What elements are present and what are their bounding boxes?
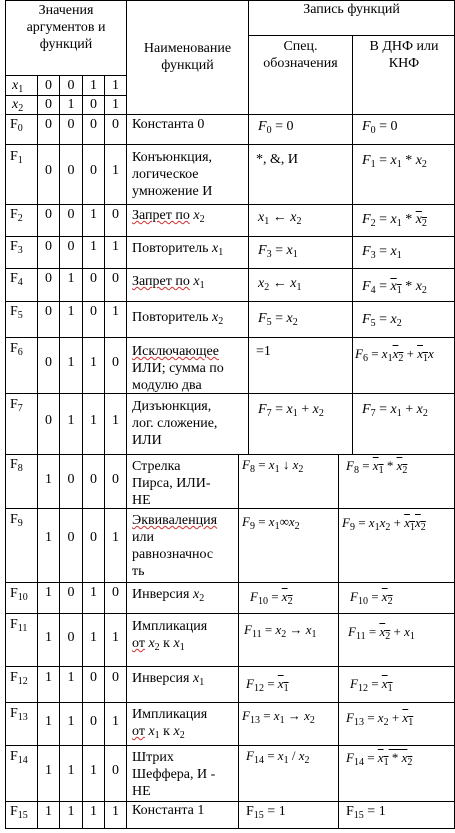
truth-bit: 1 — [90, 630, 97, 645]
truth-bit: 0 — [90, 472, 97, 487]
function-label-f5: $F_5$ — [10, 304, 23, 321]
truth-bit: 1 — [67, 271, 75, 286]
table-border-left — [5, 0, 6, 829]
truth-bit: 0 — [67, 117, 75, 132]
truth-bit: 1 — [45, 804, 52, 819]
x2-label: $x_2$ — [12, 97, 24, 114]
dnf-f2: $F_2 = x_1 * x_2$ — [362, 212, 427, 229]
spec-f9: $F_9 = x_1\infty x_2$ — [242, 514, 300, 532]
name-f7: Дизъюнкция, лог. сложение, ИЛИ — [132, 399, 218, 448]
truth-bit: 0 — [112, 763, 119, 778]
truth-bit: 0 — [45, 355, 52, 370]
truth-bit: 0 — [67, 163, 75, 178]
col-line — [126, 0, 127, 829]
function-label-f7: $F_7$ — [10, 397, 23, 414]
col-line — [248, 0, 249, 454]
truth-bit: 1 — [45, 714, 52, 729]
x2-value: 1 — [112, 97, 119, 112]
dnf-f7: $F_7 = x_1 + x_2$ — [362, 402, 428, 419]
table-border-top — [5, 0, 455, 1]
header-arg-values: Значения аргументов и функций — [26, 3, 106, 52]
row-line — [5, 204, 455, 205]
function-label-f11: $F_{11}$ — [10, 617, 28, 634]
dnf-f3: $F_3 = x_1$ — [362, 244, 402, 261]
truth-bit: 0 — [67, 585, 75, 600]
spec-f12: $F_{12} = x_1$ — [246, 676, 289, 694]
header-line — [5, 75, 127, 76]
truth-bit: 0 — [45, 304, 52, 319]
row-line — [5, 613, 455, 614]
function-label-f13: $F_{13}$ — [10, 706, 28, 723]
function-label-f6: $F_6$ — [10, 341, 23, 358]
spec-f10: $F_{10} = x_2$ — [250, 589, 293, 607]
truth-bit: 0 — [112, 472, 119, 487]
name-f2: Запрет по $x_2$ — [132, 208, 205, 225]
truth-bit: 0 — [112, 355, 119, 370]
truth-bit: 0 — [45, 117, 52, 132]
spec-f11: $F_{11} = x_2 \to x_1$ — [244, 622, 317, 640]
x1-label: $x_1$ — [12, 78, 24, 95]
truth-bit: 0 — [112, 271, 119, 286]
function-label-f10: $F_{10}$ — [10, 586, 28, 603]
row-line — [5, 268, 455, 269]
truth-bit: 0 — [45, 239, 52, 254]
truth-bit: 0 — [67, 630, 75, 645]
header-line — [5, 95, 127, 96]
dnf-f9: $F_9 = x_1x_2 + x_1x_2$ — [342, 515, 426, 533]
table-border-bottom — [5, 828, 455, 829]
truth-bit: 1 — [67, 413, 75, 428]
truth-bit: 0 — [112, 207, 119, 222]
truth-bit: 1 — [112, 804, 119, 819]
row-line — [5, 144, 455, 145]
dnf-f6: $F_6 = x_1x_2 + x_1x$ — [355, 346, 434, 364]
truth-bit: 0 — [45, 207, 52, 222]
name-f15: Константа 1 — [132, 803, 205, 818]
truth-bit: 1 — [112, 413, 119, 428]
spec-f6: =1 — [256, 344, 271, 359]
truth-bit: 0 — [67, 207, 75, 222]
truth-bit: 1 — [45, 670, 52, 685]
row-line — [5, 114, 455, 115]
spec-f15: $F_{15} = 1$ — [246, 804, 286, 821]
row-line — [5, 236, 455, 237]
x2-value: 0 — [45, 97, 52, 112]
truth-bit: 1 — [112, 630, 119, 645]
function-label-f1: $F_1$ — [10, 149, 23, 166]
truth-bit: 0 — [112, 117, 119, 132]
row-line — [5, 393, 455, 394]
function-label-f8: $F_8$ — [10, 457, 23, 474]
truth-bit: 1 — [112, 163, 119, 178]
x2-value: 1 — [67, 97, 75, 112]
dnf-f13: $F_{13} = x_2 + x_1$ — [346, 710, 414, 728]
truth-bit: 0 — [90, 714, 97, 729]
dnf-f10: $F_{10} = x_2$ — [350, 589, 393, 607]
truth-bit: 1 — [45, 530, 52, 545]
col-line — [352, 35, 353, 454]
truth-bit: 1 — [45, 472, 52, 487]
truth-bit: 0 — [90, 117, 97, 132]
truth-bit: 1 — [67, 670, 75, 685]
dnf-f14: $F_{14} = x_1 * x_2$ — [346, 750, 413, 768]
dnf-f8: $F_8 = x_1 * x_2$ — [346, 458, 408, 476]
function-label-f15: $F_{15}$ — [10, 804, 28, 821]
spec-f13: $F_{13} = x_1 \to x_2$ — [242, 708, 315, 726]
name-f10: Инверсия $x_2$ — [132, 587, 205, 604]
name-f11: Импликация от $x_2$ к $x_1$ — [132, 619, 208, 653]
truth-bit: 1 — [90, 763, 97, 778]
truth-bit: 1 — [112, 304, 119, 319]
row-line — [5, 702, 455, 703]
spec-f3: $F_3 = x_1$ — [258, 243, 298, 260]
truth-bit: 1 — [45, 585, 52, 600]
spec-f4: $x_2$ ← $x_1$ — [258, 276, 302, 293]
truth-bit: 0 — [90, 304, 97, 319]
dnf-f11: $F_{11} = x_2 + x_1$ — [348, 624, 415, 642]
truth-bit: 0 — [90, 530, 97, 545]
dnf-f0: $F_0 = 0$ — [362, 119, 398, 136]
truth-bit: 0 — [67, 472, 75, 487]
dnf-f1: $F_1 = x_1 * x_2$ — [362, 153, 427, 170]
truth-bit: 1 — [90, 207, 97, 222]
x1-value: 1 — [90, 78, 97, 93]
truth-bit: 0 — [67, 530, 75, 545]
spec-f0: $F_0 = 0$ — [258, 119, 294, 136]
header-function-name: Наименование функций — [143, 41, 232, 73]
function-label-f2: $F_2$ — [10, 207, 23, 224]
name-f5: Повторитель $x_2$ — [132, 310, 224, 327]
truth-bit: 1 — [90, 413, 97, 428]
name-f9: Эквиваленция или равнозначнос ть — [132, 513, 218, 579]
name-f13: Импликация от $x_1$ к $x_2$ — [132, 707, 208, 741]
name-f1: Конъюнкция, логическое умножение И — [132, 150, 213, 199]
row-line — [5, 337, 455, 338]
row-line — [5, 666, 455, 667]
truth-bit: 1 — [112, 239, 119, 254]
function-label-f12: $F_{12}$ — [10, 670, 28, 687]
name-f8: Стрелка Пирса, ИЛИ- НЕ — [132, 459, 211, 508]
function-label-f3: $F_3$ — [10, 239, 23, 256]
name-f14: Штрих Шеффера, И - НЕ — [132, 750, 216, 799]
truth-bit: 1 — [90, 585, 97, 600]
spec-f5: $F_5 = x_2$ — [258, 311, 298, 328]
row-line — [5, 801, 455, 802]
col-line — [338, 454, 339, 829]
function-label-f9: $F_9$ — [10, 512, 23, 529]
function-label-f14: $F_{14}$ — [10, 749, 28, 766]
truth-bit: 1 — [45, 630, 52, 645]
spec-f1: *, &, И — [256, 152, 298, 167]
spec-f2: $x_1$ ← $x_2$ — [258, 210, 302, 227]
spec-f8: $F_8 = x_1$ ↓ $x_2$ — [242, 457, 304, 475]
name-f12: Инверсия $x_1$ — [132, 671, 205, 688]
truth-bit: 0 — [90, 271, 97, 286]
truth-bit: 1 — [45, 763, 52, 778]
truth-bit: 1 — [67, 714, 75, 729]
dnf-f12: $F_{12} = x_1$ — [350, 676, 393, 694]
name-f4: Запрет по $x_1$ — [132, 274, 205, 291]
truth-bit: 0 — [45, 271, 52, 286]
truth-bit: 0 — [90, 163, 97, 178]
row-line — [5, 582, 455, 583]
truth-bit: 1 — [90, 355, 97, 370]
spec-f7: $F_7 = x_1 + x_2$ — [258, 402, 324, 419]
truth-bit: 1 — [90, 804, 97, 819]
name-f0: Константа 0 — [132, 117, 205, 132]
x1-value: 1 — [112, 78, 119, 93]
function-label-f4: $F_4$ — [10, 271, 23, 288]
truth-bit: 0 — [112, 670, 119, 685]
x2-value: 0 — [90, 97, 97, 112]
truth-bit: 1 — [112, 530, 119, 545]
truth-bit: 0 — [45, 413, 52, 428]
name-f6: Исключающее ИЛИ; сумма по модулю два — [132, 344, 224, 393]
truth-bit: 1 — [67, 355, 75, 370]
truth-bit: 1 — [67, 804, 75, 819]
row-line — [5, 508, 455, 509]
truth-bit: 0 — [112, 585, 119, 600]
dnf-f4: $F_4 = x_1 * x_2$ — [362, 279, 427, 296]
spec-f14: $F_{14} = x_1 / x_2$ — [246, 748, 310, 766]
truth-bit: 1 — [112, 714, 119, 729]
name-f3: Повторитель $x_1$ — [132, 241, 224, 258]
dnf-f5: $F_5 = x_2$ — [362, 312, 402, 329]
dnf-f15: $F_{15} = 1$ — [346, 804, 386, 821]
row-line — [5, 301, 455, 302]
truth-bit: 0 — [45, 163, 52, 178]
truth-bit: 0 — [90, 670, 97, 685]
header-dnf-knf: В ДНФ или КНФ — [369, 39, 439, 71]
x1-value: 0 — [45, 78, 52, 93]
function-label-f0: $F_0$ — [10, 117, 23, 134]
truth-bit: 1 — [90, 239, 97, 254]
row-line — [5, 745, 455, 746]
x1-value: 0 — [67, 78, 75, 93]
truth-bit: 0 — [67, 239, 75, 254]
truth-bit: 1 — [67, 304, 75, 319]
header-function-record: Запись функций — [303, 2, 400, 17]
truth-bit: 1 — [67, 763, 75, 778]
header-line — [248, 35, 455, 36]
col-line — [238, 454, 239, 829]
row-line — [5, 454, 455, 455]
header-special: Спец. обозначения — [263, 39, 338, 71]
